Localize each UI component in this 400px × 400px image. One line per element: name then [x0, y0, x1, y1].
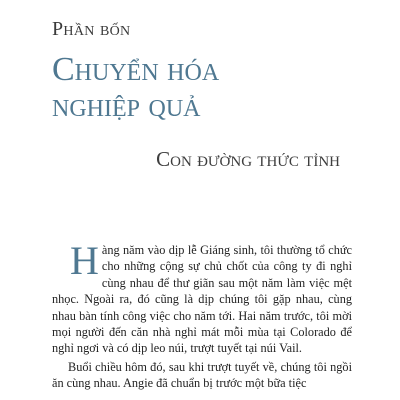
chapter-title — [52, 52, 219, 124]
paragraph-1 — [52, 238, 352, 357]
body-text — [52, 238, 352, 392]
chapter-subtitle: Con đường thức tỉnh — [156, 147, 340, 171]
drop-cap: H — [70, 238, 99, 283]
paragraph-2: Buổi chiều hôm đó, sau khi trượt tuyết về, chúng tôi ngồi ăn cùng nhau. Angie đã chuẩn bị trước một bữa tiệc — [52, 359, 352, 391]
paragraph-1-text: àng năm vào dịp lễ Giáng sinh, tôi thường tổ chức cho những cộng sự chủ chốt của công ty đi nghỉ cùng nhau để thư giãn sau một năm làm việc mệt nhọc. Ngoài ra, đó cũng là dịp chúng tôi gặp nhau, cùng nhau bàn tính công việc cho năm tới. Hai năm trước, tôi mời mọi người đến căn nhà nghỉ mát mỗi mùa tại Colorado để nghỉ ngơi và có dịp leo núi, trượt tuyết tại núi Vail. — [52, 243, 352, 356]
chapter-title-line-2: nghiệp quả — [52, 87, 201, 124]
chapter-title-line-1: Chuyển hóa — [52, 51, 220, 88]
part-label: Phần bốn — [52, 18, 131, 40]
